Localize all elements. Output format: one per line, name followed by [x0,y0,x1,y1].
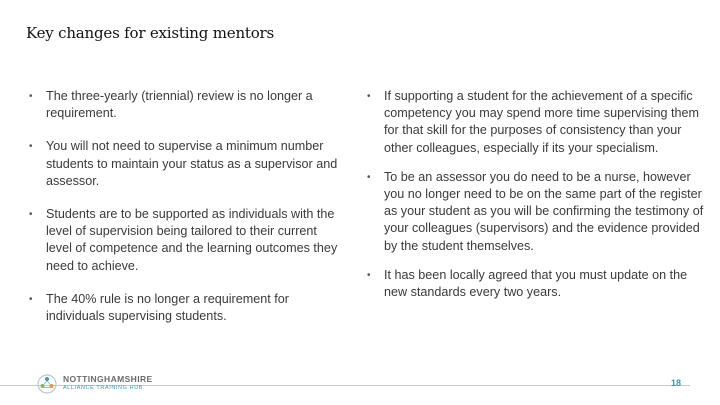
bullet-icon: • [29,141,33,153]
bullet-text: If supporting a student for the achievement of a specific competency you may spend more time supervising them for that skill for the purposes of consistency than your other colleagues, especially if its your specialism. [384,89,699,155]
page-title: Key changes for existing mentors [26,24,275,42]
page-number: 18 [671,378,682,388]
list-item [28,206,346,275]
list-item [28,291,346,325]
bullet-icon: • [29,293,33,305]
right-bullet-list [366,88,706,313]
bullet-text: It has been locally agreed that you must update on the new standards every two years. [384,267,688,300]
bullet-icon: • [29,91,33,102]
list-item [366,267,706,301]
bullet-text: The 40% rule is no longer a requirement for individuals supervising students. [46,291,289,324]
logo-emblem-icon [36,373,58,395]
bullet-icon: • [367,91,371,102]
list-item [28,138,346,190]
bullet-text: You will not need to supervise a minimum number students to maintain your status as a supervisor and assessor. [46,139,338,188]
left-bullet-list [28,88,346,341]
bullet-icon: • [367,171,371,183]
logo-name: NOTTINGHAMSHIRE [63,374,153,384]
list-item [366,88,706,157]
logo-subtitle: ALLIANCE TRAINING HUB [63,385,144,391]
list-item [366,169,706,255]
bullet-text: To be an assessor you do need to be a nurse, however you no longer need to be on the same part of the register as your student as you will be confirming the testimony of your colleagues (supervisors) and the evidence provided by the student themselves. [384,169,704,253]
bullet-text: The three-yearly (triennial) review is no longer a requirement. [46,89,313,121]
list-item [28,88,346,122]
bullet-text: Students are to be supported as individuals with the level of supervision being tailored to their current level of competence and the learning outcomes they need to achieve. [46,207,338,273]
bullet-icon: • [29,209,33,221]
bullet-icon: • [367,269,371,281]
footer-logo [36,373,153,395]
